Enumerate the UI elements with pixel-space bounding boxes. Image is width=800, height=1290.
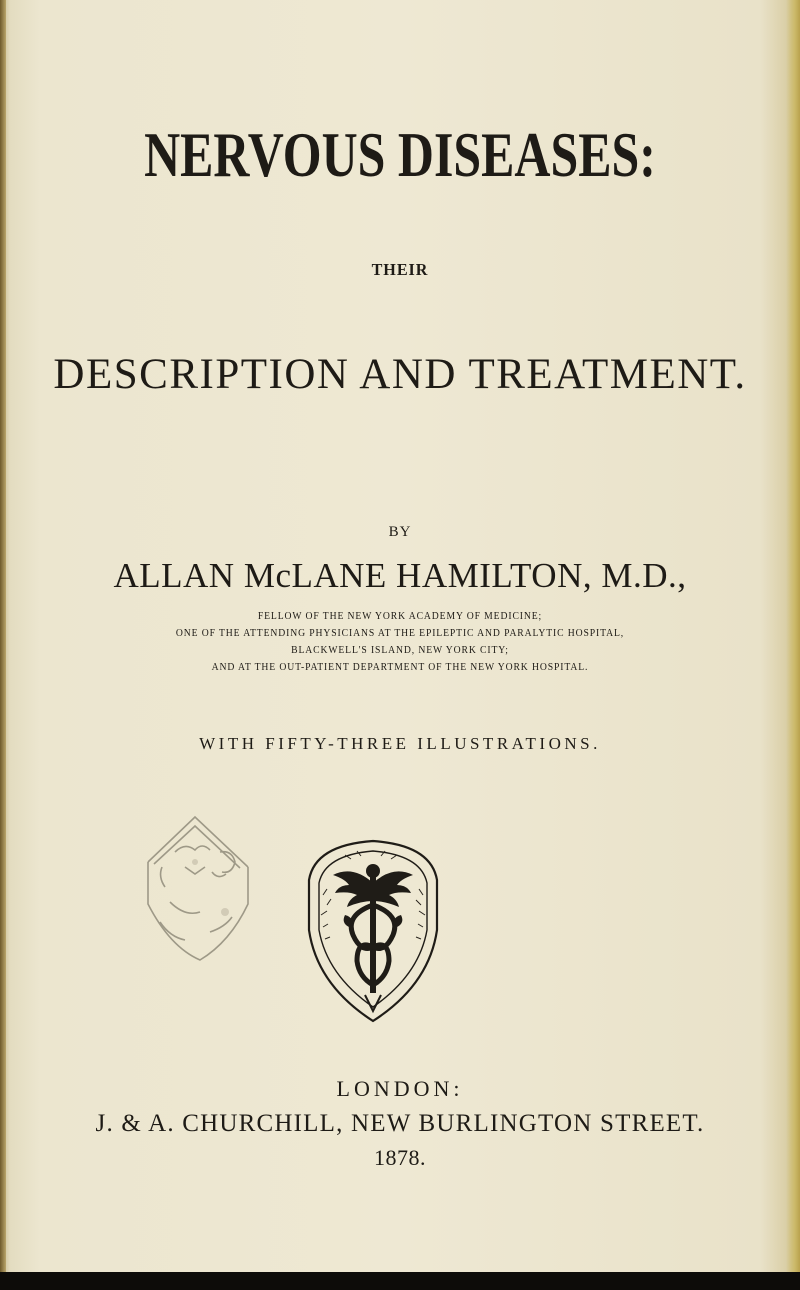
caduceus-shield-icon [305, 835, 441, 1023]
illustrations-note: WITH FIFTY-THREE ILLUSTRATIONS. [199, 734, 601, 753]
author-name: ALLAN McLANE HAMILTON, M.D., [113, 556, 687, 595]
author-credential: BLACKWELL'S ISLAND, NEW YORK CITY; [291, 644, 509, 656]
imprint-year: 1878. [374, 1145, 426, 1170]
scan-bottom-edge [0, 1272, 800, 1290]
author-credential: AND AT THE OUT-PATIENT DEPARTMENT OF THE NEW YORK HOSPITAL. [211, 661, 589, 673]
author-credential: ONE OF THE ATTENDING PHYSICIANS AT THE EPILEPTIC AND PARALYTIC HOSPITAL, [175, 627, 625, 639]
author-credential: FELLOW OF THE NEW YORK ACADEMY OF MEDICINE; [257, 610, 543, 622]
imprint-publisher: J. & A. CHURCHILL, NEW BURLINGTON STREET. [95, 1110, 705, 1137]
title-connector: THEIR [371, 260, 429, 279]
faded-seal-icon [140, 812, 255, 962]
by-line: BY [388, 524, 412, 540]
book-subtitle: DESCRIPTION AND TREATMENT. [53, 351, 747, 398]
imprint-place: LONDON: [336, 1076, 464, 1101]
book-title: NERVOUS DISEASES: [144, 119, 656, 190]
